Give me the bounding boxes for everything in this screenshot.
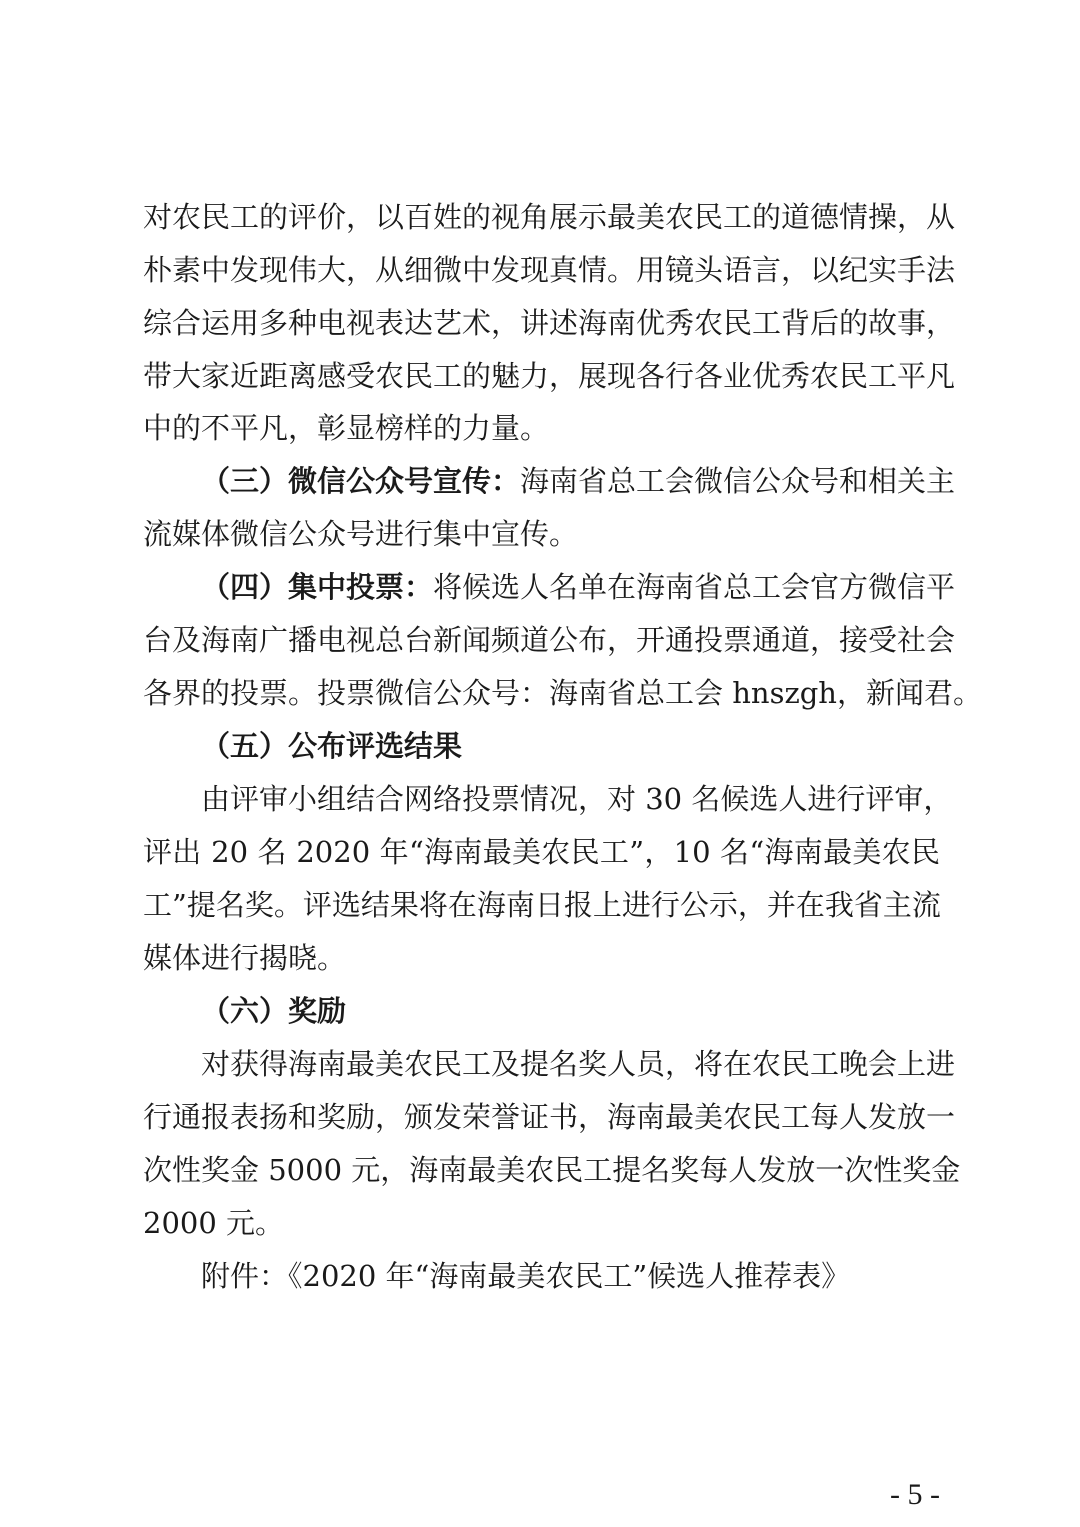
page-number: - 5 - [890,1478,940,1511]
body-text-line: 由评审小组结合网络投票情况，对 30 名候选人进行评审， [201,782,953,816]
body-text-line: 2000 元。 [143,1206,285,1240]
section-three-line [201,463,956,499]
body-text: 海南省总工会微信公众号和相关主 [520,464,956,498]
section-heading-results: （五）公布评选结果 [201,729,463,763]
section-heading-wechat-publicity: （三）微信公众号宣传： [201,464,521,498]
attachment-note: 附件：《2020 年“海南最美农民工”候选人推荐表》 [201,1259,851,1293]
body-text-line: 流媒体微信公众号进行集中宣传。 [143,517,579,551]
body-text-line: 对获得海南最美农民工及提名奖人员，将在农民工晚会上进 [201,1047,956,1081]
body-text-line: 朴素中发现伟大，从细微中发现真情。用镜头语言，以纪实手法 [143,253,956,287]
body-text-line: 综合运用多种电视表达艺术，讲述海南优秀农民工背后的故事， [143,306,956,340]
body-text-line: 台及海南广播电视总台新闻频道公布，开通投票通道，接受社会 [143,623,956,657]
body-text-line: 次性奖金 5000 元，海南最美农民工提名奖每人发放一次性奖金 [143,1153,961,1187]
body-text-line: 各界的投票。投票微信公众号：海南省总工会 hnszgh，新闻君。 [143,676,982,710]
body-text-line: 行通报表扬和奖励，颁发荣誉证书，海南最美农民工每人发放一 [143,1100,956,1134]
body-text-line: 带大家近距离感受农民工的魅力，展现各行各业优秀农民工平凡 [143,359,956,393]
section-four-line [201,569,956,605]
section-heading-voting: （四）集中投票： [201,570,434,604]
body-text-line: 评出 20 名 2020 年“海南最美农民工”，10 名“海南最美农民 [143,835,940,869]
body-text-line: 工”提名奖。评选结果将在海南日报上进行公示，并在我省主流 [143,888,941,922]
section-heading-rewards: （六）奖励 [201,994,347,1028]
body-text-line: 对农民工的评价，以百姓的视角展示最美农民工的道德情操，从 [143,200,956,234]
body-text-line: 媒体进行揭晓。 [143,941,347,975]
body-text-line: 中的不平凡，彰显榜样的力量。 [143,411,550,445]
body-text: 将候选人名单在海南省总工会官方微信平 [433,570,956,604]
